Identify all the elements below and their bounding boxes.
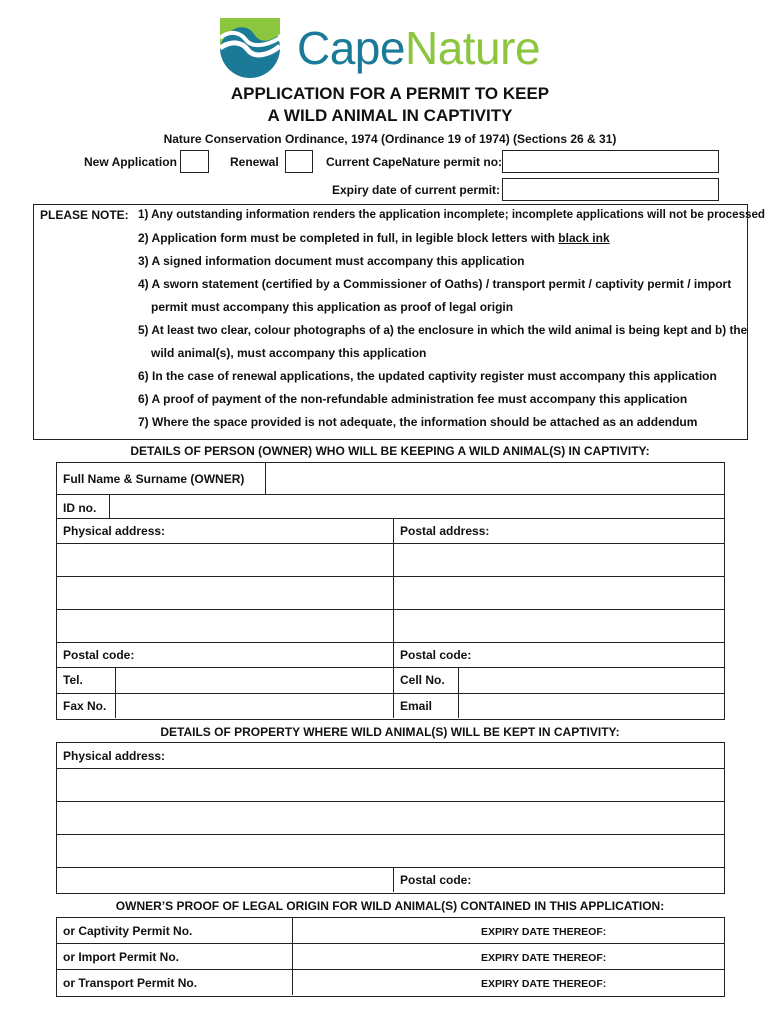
note-2-black-ink: black ink [558, 231, 610, 245]
owner-physical-address-label: Physical address: [63, 524, 166, 538]
fax-no-label: Fax No. [63, 699, 107, 713]
email-input[interactable] [459, 694, 723, 718]
owner-physical-address-input[interactable] [57, 544, 393, 642]
note-7: 6) A proof of payment of the non-refundable administration fee must accompany this application [138, 392, 688, 406]
import-permit-input[interactable] [293, 944, 473, 969]
transport-permit-input[interactable] [293, 970, 473, 995]
captivity-permit-input[interactable] [293, 918, 473, 943]
cell-no-label: Cell No. [400, 673, 445, 687]
owner-postal-address-input[interactable] [394, 544, 723, 642]
proof-section-heading: OWNER’S PROOF OF LEGAL ORIGIN FOR WILD ANIMAL(S) CONTAINED IN THIS APPLICATION: [115, 899, 665, 913]
owner-postal-address-label: Postal address: [400, 524, 490, 538]
brand-name-cape: Cape [297, 22, 405, 74]
property-address-line-input[interactable] [57, 868, 393, 892]
brand-name-nature: Nature [404, 22, 541, 74]
owner-postal-code-right-label: Postal code: [400, 648, 472, 662]
email-label: Email [400, 699, 433, 713]
property-section-heading: DETAILS OF PROPERTY WHERE WILD ANIMAL(S) WILL BE KEPT IN CAPTIVITY: [160, 725, 620, 739]
current-permit-input[interactable] [502, 150, 719, 173]
note-2 [138, 231, 610, 245]
note-3: 3) A signed information document must accompany this application [138, 254, 525, 268]
brand-name [297, 20, 540, 76]
ordinance-subtitle: Nature Conservation Ordinance, 1974 (Ordinance 19 of 1974) (Sections 26 & 31) [163, 132, 617, 146]
note-4a: 4) A sworn statement (certified by a Commissioner of Oaths) / transport permit / captivity permit / import [138, 277, 732, 291]
id-no-input[interactable] [110, 495, 723, 518]
id-no-label: ID no. [63, 501, 97, 515]
note-5b: wild animal(s), must accompany this application [151, 346, 427, 360]
form-title-line2: A WILD ANIMAL IN CAPTIVITY [267, 106, 513, 125]
new-application-label: New Application [84, 155, 177, 169]
note-5a: 5) At least two clear, colour photographs of a) the enclosure in which the wild animal is being kept and b) the [138, 323, 748, 337]
current-permit-label: Current CapeNature permit no: [326, 155, 503, 169]
renewal-label: Renewal [230, 155, 279, 169]
owner-section-heading: DETAILS OF PERSON (OWNER) WHO WILL BE KEEPING A WILD ANIMAL(S) IN CAPTIVITY: [130, 444, 650, 458]
import-permit-label: or Import Permit No. [63, 950, 180, 964]
captivity-expiry-label: EXPIRY DATE THEREOF: [481, 926, 607, 938]
note-2-text: 2) Application form must be completed in full, in legible block letters with [138, 231, 559, 245]
note-8: 7) Where the space provided is not adequate, the information should be attached as an addendum [138, 415, 698, 429]
full-name-input[interactable] [266, 463, 723, 494]
fax-no-input[interactable] [116, 694, 393, 718]
cell-no-input[interactable] [459, 668, 723, 693]
form-title-line1: APPLICATION FOR A PERMIT TO KEEP [230, 84, 550, 103]
capenature-logo-icon [218, 16, 282, 80]
expiry-current-permit-label: Expiry date of current permit: [332, 183, 501, 197]
new-application-checkbox[interactable] [180, 150, 209, 173]
import-expiry-label: EXPIRY DATE THEREOF: [481, 952, 607, 964]
expiry-current-permit-input[interactable] [502, 178, 719, 201]
property-physical-address-input[interactable] [57, 769, 723, 867]
transport-permit-label: or Transport Permit No. [63, 976, 198, 990]
transport-expiry-label: EXPIRY DATE THEREOF: [481, 978, 607, 990]
captivity-permit-label: or Captivity Permit No. [63, 924, 193, 938]
note-4b: permit must accompany this application as proof of legal origin [151, 300, 514, 314]
renewal-checkbox[interactable] [285, 150, 313, 173]
property-physical-address-label: Physical address: [63, 749, 166, 763]
note-6: 6) In the case of renewal applications, the updated captivity register must accompany this application [138, 369, 717, 383]
property-postal-code-label: Postal code: [400, 873, 472, 887]
owner-postal-code-left-label: Postal code: [63, 648, 135, 662]
tel-label: Tel. [63, 673, 83, 687]
full-name-label: Full Name & Surname (OWNER) [63, 472, 245, 486]
please-note-heading: PLEASE NOTE: [40, 208, 129, 222]
note-1: 1) Any outstanding information renders the application incomplete; incomplete applications will not be processed [138, 208, 766, 221]
tel-input[interactable] [116, 668, 393, 693]
